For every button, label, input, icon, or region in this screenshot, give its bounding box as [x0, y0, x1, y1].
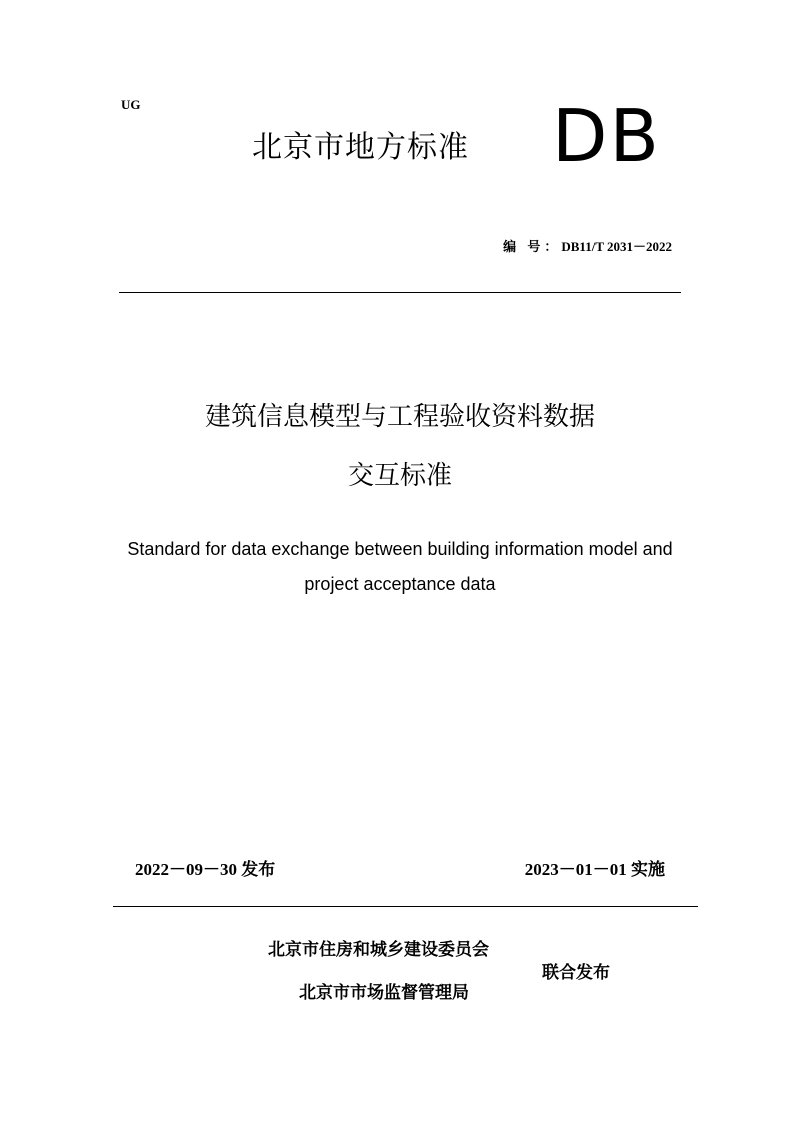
standard-code-label: 编 号： — [503, 239, 562, 254]
top-divider — [119, 292, 681, 293]
ics-label: UG — [121, 97, 141, 112]
issuing-authority-2: 北京市市场监督管理局 — [299, 983, 469, 1003]
joint-issue-label: 联合发布 — [542, 963, 610, 983]
english-title-line-1: Standard for data exchange between building information model and — [127, 539, 673, 559]
standard-code-value: DB11/T 2031－2022 — [561, 239, 672, 254]
db-logo-mark: DB — [552, 94, 661, 178]
issue-date: 2022－09－30 发布 — [135, 860, 276, 879]
standard-code-line — [503, 236, 672, 255]
bottom-divider — [113, 906, 698, 907]
standard-type-title: 北京市地方标准 — [252, 130, 469, 165]
chinese-title-line-2: 交互标准 — [347, 461, 452, 491]
issuing-authority-1: 北京市住房和城乡建设委员会 — [268, 940, 489, 960]
implementation-date: 2023－01－01 实施 — [524, 860, 665, 879]
chinese-title-line-1: 建筑信息模型与工程验收资料数据 — [204, 402, 595, 432]
english-title-line-2: project acceptance data — [304, 574, 496, 594]
